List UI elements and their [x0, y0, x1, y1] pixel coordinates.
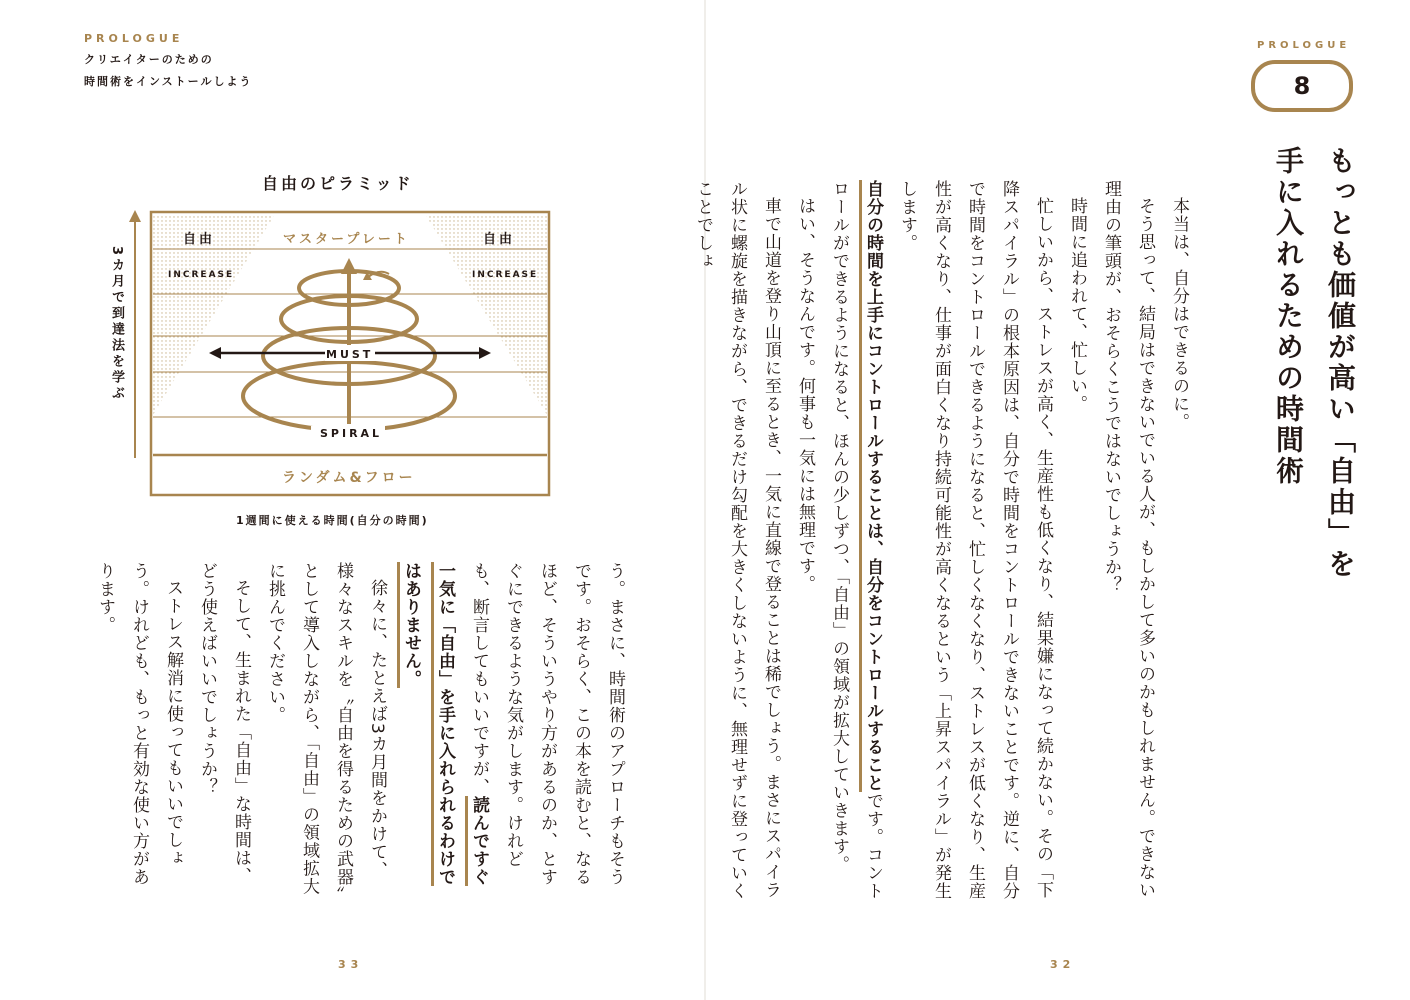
left-body-text — [95, 562, 632, 898]
chapter-number-badge: 8 — [1251, 60, 1353, 112]
right-paragraph-3: 時間に追われて、忙しい。 — [1067, 197, 1087, 413]
right-paragraph-4: 忙しいから、ストレスが高く、生産性も低くなり、結果嫌になって続かない。その「下降スパイラル」の根本原因は、自分で時間をコントロールできないことです。逆に、自分で時間をコントロールできるようになると、忙しくなくなり、ストレスが低くなり、生産性が高くなり、仕事が面白くなり持続可能性が高くなるという「上昇スパイラル」が発生します。 — [897, 180, 1053, 900]
page-number-left: 33 — [338, 958, 364, 971]
figure-side-label: 3カ月で到達法を学ぶ — [109, 246, 124, 403]
figure-caption: 1週間に使える時間(自分の時間) — [236, 514, 429, 527]
emphasis-left: 読んですぐ一気に「自由」を手に入れられるわけではありません。 — [397, 562, 489, 886]
right-paragraph-1: 本当は、自分はできるのに。 — [1169, 197, 1189, 431]
left-paragraph-1: う。まさに、時間術のアプローチもそうです。おそらく、この本を読むと、なるほど、そういうやり方があるのか、とすぐにできるような気がします。けれども、断言してもいいですが、読んですぐ一気に「自由」を手に入れられるわけではありません。 — [394, 562, 632, 898]
right-paragraph-5: 自分の時間を上手にコントロールすることは、自分をコントロールすることです。コントロールができるようになると、ほんの少しずつ、「自由」の領域が拡大していきます。 — [829, 180, 883, 900]
right-body-text — [693, 180, 1196, 900]
label-increase-right: INCREASE — [472, 270, 539, 280]
running-line-1: クリエイターのための — [84, 53, 214, 66]
figure-title: 自由のピラミッド — [262, 174, 414, 193]
left-paragraph-2: 徐々に、たとえば3カ月間をかけて、様々なスキルを〝自由を得るための武器〟として導入しながら、「自由」の領域拡大に挑んでください。 — [265, 562, 387, 896]
label-top-center: マスタープレート — [283, 232, 410, 247]
chapter-prologue-label: PROLOGUE — [1257, 40, 1351, 51]
axis-arrow-head — [129, 210, 141, 222]
right-paragraph-6: はい、そうなんです。何事も一気には無理です。 — [795, 197, 815, 593]
label-bottom: ランダム&フロー — [282, 470, 416, 486]
label-must: MUST — [326, 348, 374, 361]
label-top-left: 自由 — [183, 232, 216, 247]
running-header — [84, 32, 252, 89]
left-paragraph-4: ストレス解消に使ってもいいでしょう。けれども、もっと有効な使い方があります。 — [95, 562, 183, 886]
label-spiral: SPIRAL — [320, 427, 383, 440]
running-line-2: 時間術をインストールしよう — [84, 75, 253, 88]
running-tag: PROLOGUE — [84, 32, 184, 45]
right-paragraph-7: 車で山道を登り山頂に至るとき、一気に直線で登ることは稀でしょう。まさにスパイラル状に螺旋を描きながら、できるだけ勾配を大きくしないように、無理せずに登っていくことでしょ — [693, 180, 781, 900]
emphasis-right: 自分の時間を上手にコントロールすることは、自分をコントロールすること — [859, 180, 883, 792]
chapter-title: もっとも価値が高い「自由」を手に入れるための時間術 — [1272, 146, 1357, 580]
right-paragraph-2: そう思って、結局はできないでいる人が、もしかして多いのかもしれません。できない理由の筆頭が、おそらくこうではないでしょうか？ — [1101, 180, 1155, 899]
page-number-right: 32 — [1050, 958, 1076, 971]
label-increase-left: INCREASE — [168, 270, 235, 280]
left-paragraph-3: そして、生まれた「自由」な時間は、どう使えばいいでしょうか？ — [197, 562, 251, 885]
label-top-right: 自由 — [483, 232, 516, 247]
